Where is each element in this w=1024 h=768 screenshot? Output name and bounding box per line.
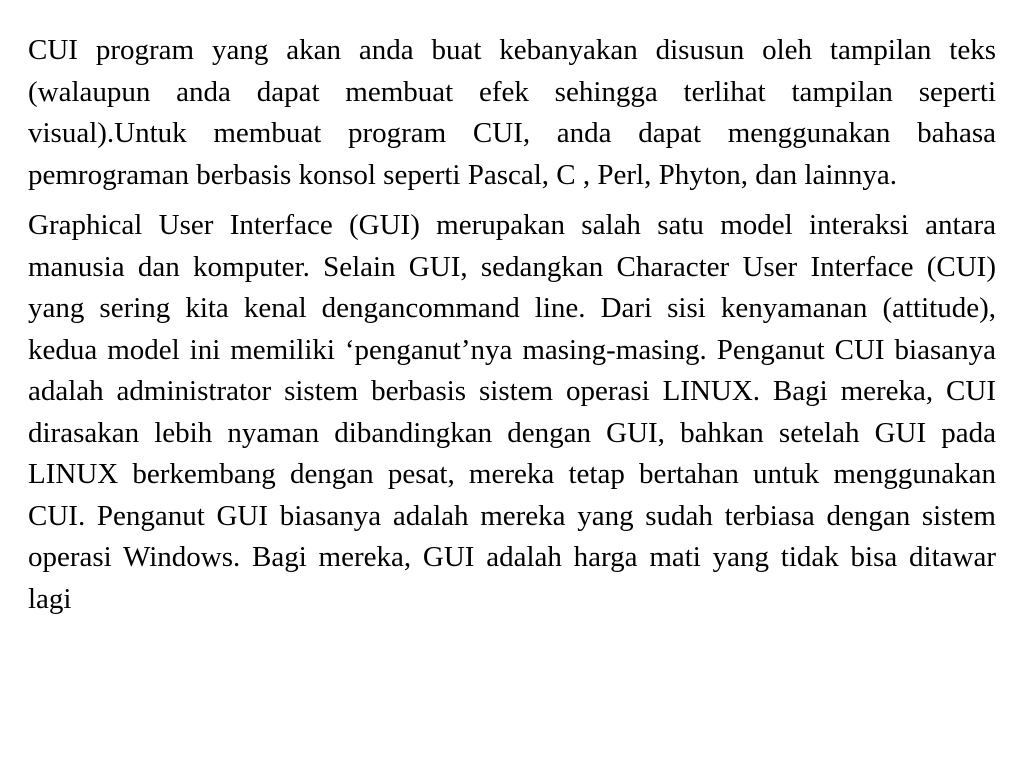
slide-body (28, 30, 996, 620)
paragraph-cui-program: CUI program yang akan anda buat kebanyakan disusun oleh tampilan teks (walaupun anda dapat membuat efek sehingga terlihat tampilan seperti visual).Untuk membuat program CUI, anda dapat menggunakan bahasa pemrograman berbasis konsol seperti Pascal, C , Perl, Phyton, dan lainnya. (28, 34, 996, 191)
paragraph-gui-definition: Graphical User Interface (GUI) merupakan salah satu model interaksi antara manusia dan komputer. Selain GUI, sedangkan Character User Interface (CUI) yang sering kita kenal dengancommand line. Dari sisi kenyamanan (attitude), kedua model ini memiliki ‘penganut’nya masing-masing. Penganut CUI biasanya adalah administrator sistem berbasis sistem operasi LINUX. Bagi mereka, CUI dirasakan lebih nyaman dibandingkan dengan GUI, bahkan setelah GUI pada LINUX berkembang dengan pesat, mereka tetap bertahan untuk menggunakan CUI. Penganut GUI biasanya adalah mereka yang sudah terbiasa dengan sistem operasi Windows. Bagi mereka, GUI adalah harga mati yang tidak bisa ditawar lagi (28, 209, 996, 615)
